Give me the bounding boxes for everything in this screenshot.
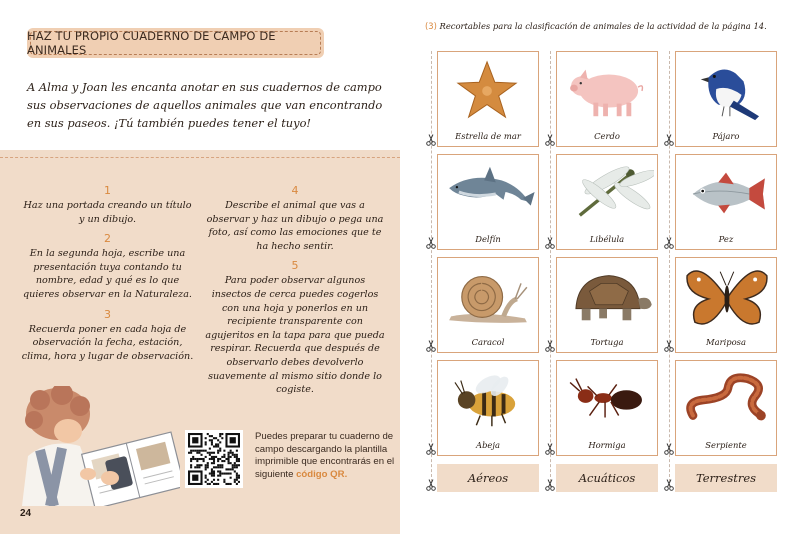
scissors-icon [426, 133, 436, 145]
cut-line [669, 51, 670, 487]
cut-line [431, 51, 432, 487]
step-5 [205, 259, 385, 396]
right-page [400, 0, 800, 534]
step-3 [20, 308, 195, 364]
animal-name: Delfín [475, 234, 501, 244]
page-number: 24 [20, 508, 32, 519]
animal-name: Abeja [476, 440, 500, 450]
cut-line [550, 51, 551, 487]
steps-column-right [205, 184, 385, 403]
ant-icon [560, 365, 654, 433]
category-label-card[interactable]: Aéreos [437, 464, 539, 492]
step-number: 2 [104, 232, 111, 246]
animal-name: Mariposa [706, 337, 746, 347]
scissors-icon [664, 339, 674, 351]
qr-text: Puedes preparar tu cuaderno de campo descargando la plantilla imprimible que encontrarás en el siguiente [255, 431, 395, 480]
animal-card-fish[interactable] [675, 154, 777, 250]
animal-name: Tortuga [590, 337, 624, 347]
snake-icon [679, 365, 773, 433]
step-text: Haz una portada creando un título y un dibujo. [23, 200, 192, 225]
step-text: Describe el animal que vas a observar y haz un dibujo o pega una foto, así como las emociones que te ha hecho sentir. [206, 200, 384, 252]
fish-icon [679, 159, 773, 227]
step-text: Recuerda poner en cada hoja de observación la fecha, estación, clima, hora y lugar de observación. [21, 323, 194, 362]
scissors-icon [545, 236, 555, 248]
intro-paragraph: A Alma y Joan les encanta anotar en sus cuadernos de campo sus observaciones de aquellos animales que van encontrando en sus paseos. ¡Tú también puedes tener el tuyo! [27, 80, 383, 130]
animal-name: Libélula [589, 234, 625, 244]
caption-text: Recortables para la clasificación de animales de la actividad de la página 14. [439, 21, 767, 31]
step-number: 4 [291, 184, 299, 197]
animal-name: Cerdo [594, 131, 620, 141]
scissors-icon [545, 133, 555, 145]
pig-icon [560, 56, 654, 124]
qr-code[interactable] [185, 430, 243, 488]
bee-icon [441, 365, 535, 433]
animal-card-ant[interactable] [556, 360, 658, 456]
step-4 [205, 184, 385, 253]
animal-card-tortoise[interactable] [556, 257, 658, 353]
animal-name: Caracol [471, 337, 505, 347]
bird-icon [679, 56, 773, 124]
step-text: Para poder observar algunos insectos de cerca puedes cogerlos con una hoja y ponerlos en un recipiente transparente con agujeritos en la tapa para que pueda respirar. Recuerda que después de observarlo debes devolverlo suavemente al mismo sitio donde lo cogiste. [205, 275, 385, 396]
animal-card-bird[interactable] [675, 51, 777, 147]
page-title: HAZ TU PROPIO CUADERNO DE CAMPO DE ANIMALES [27, 29, 276, 57]
animal-card-snake[interactable] [675, 360, 777, 456]
animal-card-pig[interactable] [556, 51, 658, 147]
scissors-icon [664, 442, 674, 454]
child-reading-illustration [10, 386, 180, 506]
step-number: 3 [104, 307, 111, 321]
step-text: En la segunda hoja, escribe una presentación tuya contando tu nombre, edad y qué es lo que quieres observar en la Naturaleza. [23, 248, 192, 300]
scissors-icon [426, 478, 436, 490]
animal-card-bee[interactable] [437, 360, 539, 456]
steps-column-left [20, 184, 195, 369]
scissors-icon [426, 339, 436, 351]
starfish-icon [441, 56, 535, 124]
category-label-card[interactable]: Acuáticos [556, 464, 658, 492]
animal-name: Estrella de mar [455, 131, 521, 141]
scissors-icon [545, 442, 555, 454]
caption-reference: (3) [425, 21, 437, 31]
scissors-icon [426, 236, 436, 248]
qr-link-text[interactable]: código QR. [296, 468, 348, 480]
scissors-icon [664, 236, 674, 248]
step-1 [20, 184, 195, 226]
cutouts-caption [425, 21, 795, 31]
scissors-icon [664, 133, 674, 145]
scissors-icon [426, 442, 436, 454]
qr-instructions [255, 431, 395, 481]
title-banner [27, 28, 324, 58]
step-2 [20, 232, 195, 301]
scissors-icon [545, 339, 555, 351]
animal-name: Pez [718, 234, 734, 244]
step-number: 1 [104, 184, 111, 197]
animal-card-snail[interactable] [437, 257, 539, 353]
animal-card-dolphin[interactable] [437, 154, 539, 250]
animal-card-butterfly[interactable] [675, 257, 777, 353]
animal-name: Hormiga [588, 440, 626, 450]
scissors-icon [664, 478, 674, 490]
dolphin-icon [441, 159, 535, 227]
scissors-icon [545, 478, 555, 490]
butterfly-icon [679, 262, 773, 330]
dragonfly-icon [560, 159, 654, 227]
tortoise-icon [560, 262, 654, 330]
animal-card-starfish[interactable] [437, 51, 539, 147]
category-label-card[interactable]: Terrestres [675, 464, 777, 492]
step-number: 5 [291, 259, 299, 273]
animal-card-dragonfly[interactable] [556, 154, 658, 250]
snail-icon [441, 262, 535, 330]
animal-name: Serpiente [705, 440, 747, 450]
panel-stitch-divider [0, 157, 400, 158]
animal-name: Pájaro [712, 131, 740, 141]
